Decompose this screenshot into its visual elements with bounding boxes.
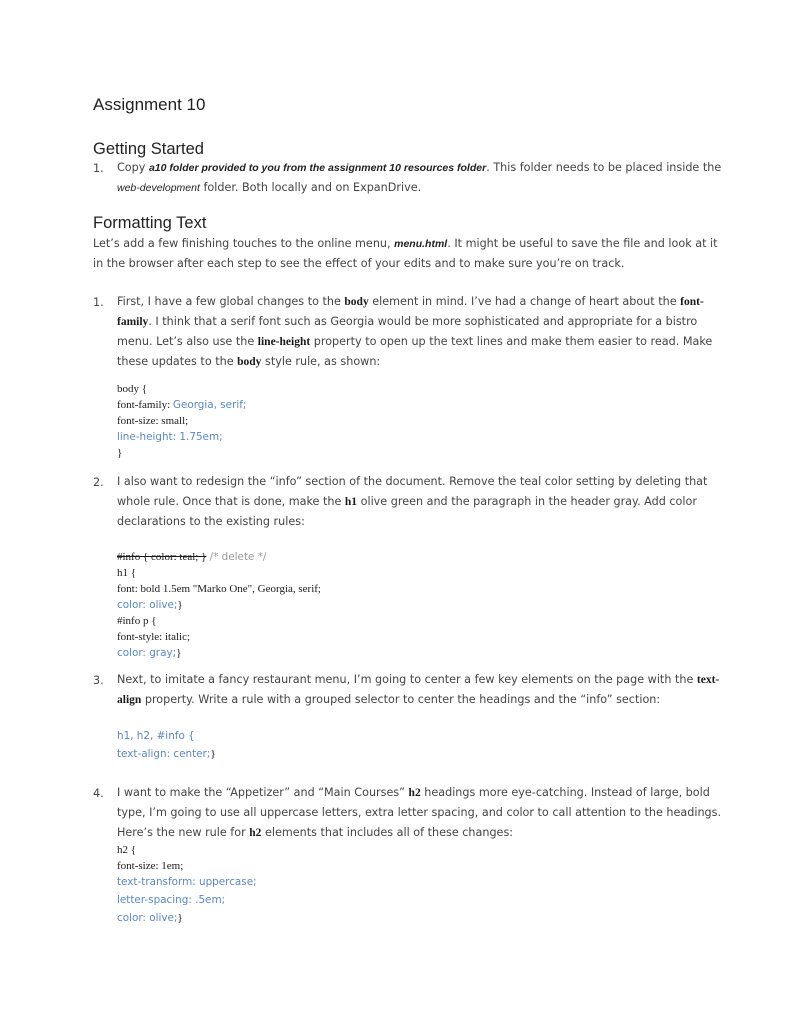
- section-heading-formatting-text: Formatting Text: [93, 214, 207, 232]
- code-line: font-style: italic;: [117, 631, 191, 643]
- page-title: Assignment 10: [93, 95, 206, 114]
- code-line: line-height: 1.75em;: [117, 431, 223, 443]
- code-line: body {: [117, 383, 148, 395]
- getting-started-item-1-line-1: Copy a10 folder provided to you from the assignment 10 resources folder. This folder needs to be placed inside the: [117, 161, 722, 174]
- code-line: font: bold 1.5em "Marko One", Georgia, serif;: [117, 583, 321, 595]
- code-line: #info p {: [117, 615, 157, 627]
- list-number: 1.: [93, 296, 104, 309]
- section-heading-getting-started: Getting Started: [93, 140, 204, 158]
- step-2-line-2: whole rule. Once that is done, make the h1 olive green and the paragraph in the header gray. Add color: [117, 495, 697, 508]
- list-number: 1.: [93, 162, 104, 175]
- code-line: text-align: center;}: [117, 748, 216, 760]
- step-3-line-2: align property. Write a rule with a grouped selector to center the headings and the “info” section:: [117, 693, 661, 706]
- code-line: color: gray;}: [117, 647, 182, 659]
- code-line: font-size: small;: [117, 415, 189, 427]
- code-comment: /* delete */: [206, 551, 267, 563]
- formatting-intro-line-1: Let’s add a few finishing touches to the online menu, menu.html. It might be useful to save the file and look at it: [93, 237, 718, 250]
- list-number: 2.: [93, 476, 104, 489]
- getting-started-item-1-line-2: web-development folder. Both locally and on ExpanDrive.: [117, 181, 422, 194]
- code-line: color: olive;}: [117, 912, 183, 924]
- step-2-line-1: I also want to redesign the “info” section of the document. Remove the teal color setting by deleting that: [117, 475, 708, 488]
- file-name: menu.html: [394, 238, 448, 250]
- code-line: #info { color: teal; } /* delete */: [117, 551, 267, 563]
- step-1-line-2: family. I think that a serif font such as Georgia would be more sophisticated and appropriate for a bistro: [117, 315, 698, 328]
- code-line: h1, h2, #info {: [117, 730, 195, 742]
- step-4-line-1: I want to make the “Appetizer” and “Main Courses” h2 headings more eye-catching. Instead of large, bold: [117, 786, 710, 799]
- folder-name: a10 folder provided to you from the assignment 10 resources folder: [148, 162, 487, 174]
- code-line: }: [117, 447, 123, 459]
- step-1-line-3: menu. Let’s also use the line-height property to open up the text lines and make them easier to read. Make: [117, 335, 713, 348]
- code-line: h2 {: [117, 844, 137, 856]
- code-line: color: olive;}: [117, 599, 183, 611]
- step-3-line-1: Next, to imitate a fancy restaurant menu, I’m going to center a few key elements on the page with the text-: [117, 673, 720, 686]
- step-4-line-3: Here’s the new rule for h2 elements that includes all of these changes:: [117, 826, 514, 839]
- code-line: text-transform: uppercase;: [117, 876, 257, 888]
- code-line: letter-spacing: .5em;: [117, 894, 226, 906]
- list-number: 4.: [93, 787, 104, 800]
- step-1-line-1: First, I have a few global changes to the body element in mind. I’ve had a change of heart about the font-: [117, 295, 704, 308]
- list-number: 3.: [93, 674, 104, 687]
- step-2-line-3: declarations to the existing rules:: [117, 515, 305, 528]
- code-line: font-family: Georgia, serif;: [117, 399, 247, 411]
- code-line: h1 {: [117, 567, 137, 579]
- step-4-line-2: type, I’m going to use all uppercase letters, extra letter spacing, and color to call attention to the headings.: [117, 806, 722, 819]
- step-1-line-4: these updates to the body style rule, as shown:: [117, 355, 381, 368]
- folder-name-web-development: web-development: [117, 182, 200, 194]
- code-line: font-size: 1em;: [117, 860, 184, 872]
- formatting-intro-line-2: in the browser after each step to see the effect of your edits and to make sure you’re on track.: [93, 257, 625, 270]
